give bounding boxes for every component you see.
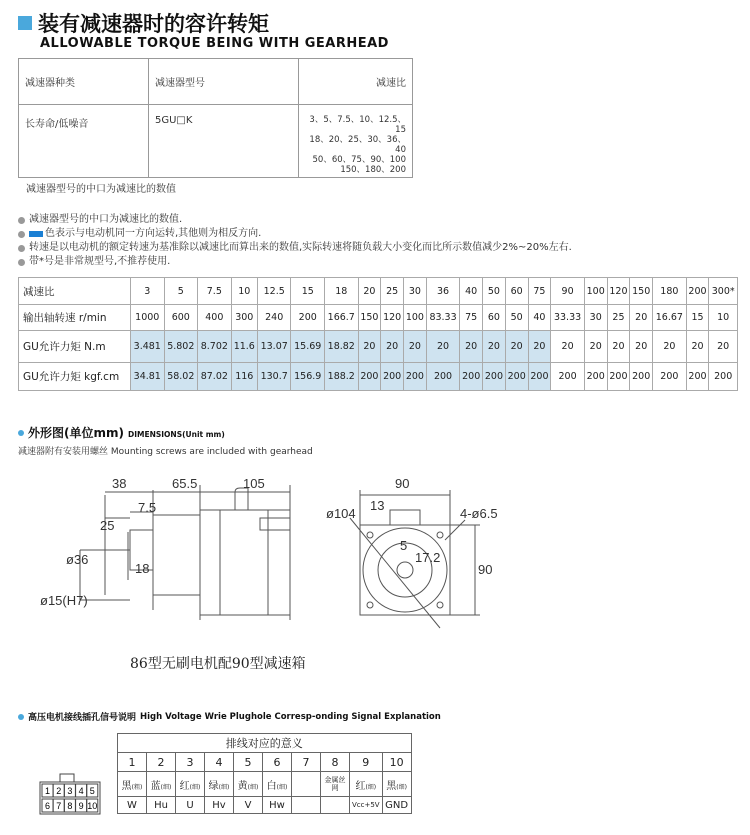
wire-color: 金属丝网 — [321, 772, 350, 797]
connector-pin-label: 10 — [87, 801, 98, 811]
signal-name: U — [176, 797, 205, 814]
ratio-line: 150、180、200 — [340, 165, 406, 175]
dimension-label: 38 — [112, 476, 127, 491]
table-cell: 34.81 — [131, 363, 165, 391]
torque-table — [18, 277, 738, 391]
table-cell: 50 — [483, 278, 506, 305]
table-cell: 5.802 — [164, 331, 198, 363]
pin-number: 8 — [321, 753, 350, 772]
table-cell: 3.481 — [131, 331, 165, 363]
table-cell: 3 — [131, 278, 165, 305]
table-cell: 20 — [358, 278, 381, 305]
table-cell: 200 — [404, 363, 427, 391]
signal-name: Vcc+5V — [350, 797, 383, 814]
gear-type-table — [18, 58, 413, 178]
gear-type-value: 长寿命/低噪音 — [19, 105, 149, 178]
table-row — [19, 331, 738, 363]
table-cell: 20 — [653, 331, 687, 363]
pin-number: 5 — [234, 753, 263, 772]
table-cell: 200 — [426, 363, 460, 391]
dimension-label: ø15(H7) — [40, 593, 88, 608]
row-label: GU允许力矩 kgf.cm — [19, 363, 131, 391]
signal-name — [321, 797, 350, 814]
wiring-header: 排线对应的意义 — [118, 734, 412, 753]
connector-pin-label: 4 — [78, 786, 84, 796]
table-cell: 7.5 — [198, 278, 232, 305]
table-row — [118, 772, 412, 797]
signal-name: Hu — [147, 797, 176, 814]
page-title-en: ALLOWABLE TORQUE BEING WITH GEARHEAD — [40, 36, 389, 51]
side-view — [80, 485, 290, 620]
table-cell: 200 — [381, 363, 404, 391]
wire-color — [292, 772, 321, 797]
header-ratio: 减速比 — [299, 59, 413, 105]
table-cell: 200 — [630, 363, 653, 391]
connector-pin-label: 3 — [67, 786, 73, 796]
pin-number: 6 — [263, 753, 292, 772]
table-cell: 16.67 — [653, 305, 687, 331]
connector-pin-label: 7 — [56, 801, 62, 811]
table-cell: 11.6 — [231, 331, 257, 363]
ratio-list — [299, 105, 413, 178]
connector-pins — [42, 784, 98, 812]
pin-number: 4 — [205, 753, 234, 772]
notes-list — [18, 213, 572, 269]
connector-pin-label: 8 — [67, 801, 73, 811]
table-cell: 20 — [358, 331, 381, 363]
table-row — [118, 753, 412, 772]
dimension-label: 25 — [100, 518, 115, 533]
bullet-icon — [18, 217, 25, 224]
table-cell: 15 — [291, 278, 325, 305]
table-cell: 200 — [686, 278, 709, 305]
dimension-label: 5 — [400, 538, 408, 553]
wire-color: 黑(粗) — [118, 772, 147, 797]
wire-color: 蓝(细) — [147, 772, 176, 797]
connector-pin-label: 9 — [78, 801, 84, 811]
table-cell: 116 — [231, 363, 257, 391]
header-gear-model: 减速器型号 — [149, 59, 299, 105]
pin-number: 1 — [118, 753, 147, 772]
table-cell: 200 — [483, 363, 506, 391]
bullet-icon — [18, 714, 24, 720]
table-cell: 156.9 — [291, 363, 325, 391]
table-cell: 240 — [257, 305, 291, 331]
page-title-cn: 装有减速器时的容许转矩 — [38, 12, 269, 36]
table-cell: 75 — [460, 305, 483, 331]
table-cell: 20 — [584, 331, 607, 363]
connector-icon — [34, 773, 106, 817]
note-item: 减速器型号的中口为减速比的数值. — [18, 213, 572, 227]
pin-number: 2 — [147, 753, 176, 772]
table-cell: 200 — [528, 363, 551, 391]
table-cell: 180 — [653, 278, 687, 305]
table-cell: 40 — [528, 305, 551, 331]
table-cell: 90 — [551, 278, 585, 305]
dimension-label: 18 — [135, 561, 150, 576]
signal-name: V — [234, 797, 263, 814]
gear-model-value: 5GU□K — [149, 105, 299, 178]
table-cell: 30 — [584, 305, 607, 331]
table-cell: 25 — [607, 305, 630, 331]
table-cell: 200 — [551, 363, 585, 391]
note-item: 转速是以电动机的额定转速为基准除以减速比而算出来的数值,实际转速将随负载大小变化而比所示数值减少2%~20%左右. — [18, 241, 572, 255]
ratio-line: 50、60、75、90、100 — [312, 155, 406, 165]
table-cell: 58.02 — [164, 363, 198, 391]
bullet-icon — [18, 231, 25, 238]
dimension-label: 65.5 — [172, 476, 198, 491]
table-cell: 15.69 — [291, 331, 325, 363]
row-label: GU允许力矩 N.m — [19, 331, 131, 363]
table-cell: 13.07 — [257, 331, 291, 363]
dimension-label: 90 — [478, 562, 493, 577]
table-cell: 20 — [483, 331, 506, 363]
pin-number: 7 — [292, 753, 321, 772]
dimensions-title: 外形图(单位mm) DIMENSIONS(Unit mm) — [18, 424, 225, 441]
table-cell: 60 — [505, 278, 528, 305]
table-cell: 20 — [551, 331, 585, 363]
table-cell: 20 — [630, 331, 653, 363]
connector-pin-label: 2 — [56, 786, 62, 796]
pin-number: 10 — [382, 753, 411, 772]
table-cell: 150 — [358, 305, 381, 331]
dimension-label: 17.2 — [415, 550, 441, 565]
gear-model-note: 减速器型号的中口为减速比的数值 — [26, 184, 176, 195]
table-cell: 87.02 — [198, 363, 232, 391]
table-cell: 50 — [505, 305, 528, 331]
hv-title: 高压电机接线插孔信号说明 High Voltage Wrie Plughole Corresp-onding Signal Explanation — [18, 710, 441, 723]
table-cell: 5 — [164, 278, 198, 305]
table-cell: 83.33 — [426, 305, 460, 331]
connector-pin-label: 6 — [44, 801, 51, 811]
dimension-label: 90 — [395, 476, 410, 491]
table-cell: 150 — [630, 278, 653, 305]
table-cell: 200 — [505, 363, 528, 391]
dimension-label: 105 — [243, 476, 265, 491]
table-row — [19, 305, 738, 331]
color-swatch-icon — [29, 231, 43, 237]
wire-color: 红(细) — [176, 772, 205, 797]
connector-pin-label: 1 — [44, 786, 51, 796]
page-title — [18, 8, 269, 38]
table-cell: 15 — [686, 305, 709, 331]
table-cell: 20 — [404, 331, 427, 363]
table-cell: 20 — [426, 331, 460, 363]
table-cell: 18.82 — [325, 331, 359, 363]
row-label: 输出轴转速 r/min — [19, 305, 131, 331]
table-cell: 200 — [709, 363, 738, 391]
table-cell: 1000 — [131, 305, 165, 331]
pin-number: 3 — [176, 753, 205, 772]
table-cell: 75 — [528, 278, 551, 305]
dimension-label: 13 — [370, 498, 385, 513]
row-label: 减速比 — [19, 278, 131, 305]
ratio-line: 18、20、25、30、36、40 — [309, 135, 406, 155]
table-cell: 20 — [686, 331, 709, 363]
signal-name — [292, 797, 321, 814]
table-cell: 200 — [460, 363, 483, 391]
table-cell: 33.33 — [551, 305, 585, 331]
table-row — [19, 363, 738, 391]
table-cell: 300* — [709, 278, 738, 305]
table-cell: 25 — [381, 278, 404, 305]
dimension-label: ø104 — [326, 506, 356, 521]
note-item: 带*号是非常规型号,不推荐使用. — [18, 255, 572, 269]
table-cell: 20 — [607, 331, 630, 363]
wire-color: 绿(细) — [205, 772, 234, 797]
table-row — [118, 797, 412, 814]
wire-color: 黄(细) — [234, 772, 263, 797]
header-gear-type: 减速器种类 — [19, 59, 149, 105]
table-cell: 200 — [584, 363, 607, 391]
table-cell: 60 — [483, 305, 506, 331]
table-row — [118, 734, 412, 753]
dimension-label: 7.5 — [138, 500, 157, 515]
table-cell: 20 — [381, 331, 404, 363]
bullet-icon — [18, 430, 24, 436]
ratio-line: 3、5、7.5、10、12.5、15 — [309, 115, 406, 135]
table-cell: 20 — [528, 331, 551, 363]
table-cell: 100 — [584, 278, 607, 305]
wire-color: 白(细) — [263, 772, 292, 797]
table-cell: 200 — [686, 363, 709, 391]
table-cell: 600 — [164, 305, 198, 331]
note-item: 色表示与电动机同一方向运转,其他则为相反方向. — [18, 227, 572, 241]
table-cell: 12.5 — [257, 278, 291, 305]
table-cell: 200 — [291, 305, 325, 331]
table-cell: 120 — [607, 278, 630, 305]
table-cell: 130.7 — [257, 363, 291, 391]
signal-name: Hv — [205, 797, 234, 814]
table-cell: 40 — [460, 278, 483, 305]
table-cell: 18 — [325, 278, 359, 305]
table-cell: 10 — [709, 305, 738, 331]
dimension-label: ø36 — [66, 552, 89, 567]
table-cell: 300 — [231, 305, 257, 331]
signal-name: W — [118, 797, 147, 814]
signal-name: GND — [382, 797, 411, 814]
table-cell: 120 — [381, 305, 404, 331]
table-cell: 10 — [231, 278, 257, 305]
dimensions-subtitle: 减速器附有安装用螺丝 Mounting screws are included with gearhead — [18, 447, 313, 457]
table-cell: 30 — [404, 278, 427, 305]
table-cell: 200 — [358, 363, 381, 391]
dimension-label: 4-ø6.5 — [460, 506, 498, 521]
table-cell: 200 — [607, 363, 630, 391]
table-cell: 200 — [653, 363, 687, 391]
wire-color: 黑(细) — [382, 772, 411, 797]
wiring-table — [117, 733, 412, 814]
bullet-icon — [18, 259, 25, 266]
connector-pin-label: 5 — [89, 786, 95, 796]
table-cell: 20 — [505, 331, 528, 363]
pin-number: 9 — [350, 753, 383, 772]
table-cell: 8.702 — [198, 331, 232, 363]
dimension-labels — [40, 476, 498, 608]
signal-name: Hw — [263, 797, 292, 814]
table-row — [19, 278, 738, 305]
table-cell: 166.7 — [325, 305, 359, 331]
wire-color: 红(细) — [350, 772, 383, 797]
table-cell: 20 — [709, 331, 738, 363]
table-cell: 36 — [426, 278, 460, 305]
title-square-icon — [18, 16, 32, 30]
table-cell: 20 — [460, 331, 483, 363]
dimension-drawing — [20, 470, 500, 650]
drawing-caption: 86型无刷电机配90型减速箱 — [130, 656, 306, 672]
table-cell: 100 — [404, 305, 427, 331]
table-cell: 20 — [630, 305, 653, 331]
table-cell: 188.2 — [325, 363, 359, 391]
bullet-icon — [18, 245, 25, 252]
table-cell: 400 — [198, 305, 232, 331]
